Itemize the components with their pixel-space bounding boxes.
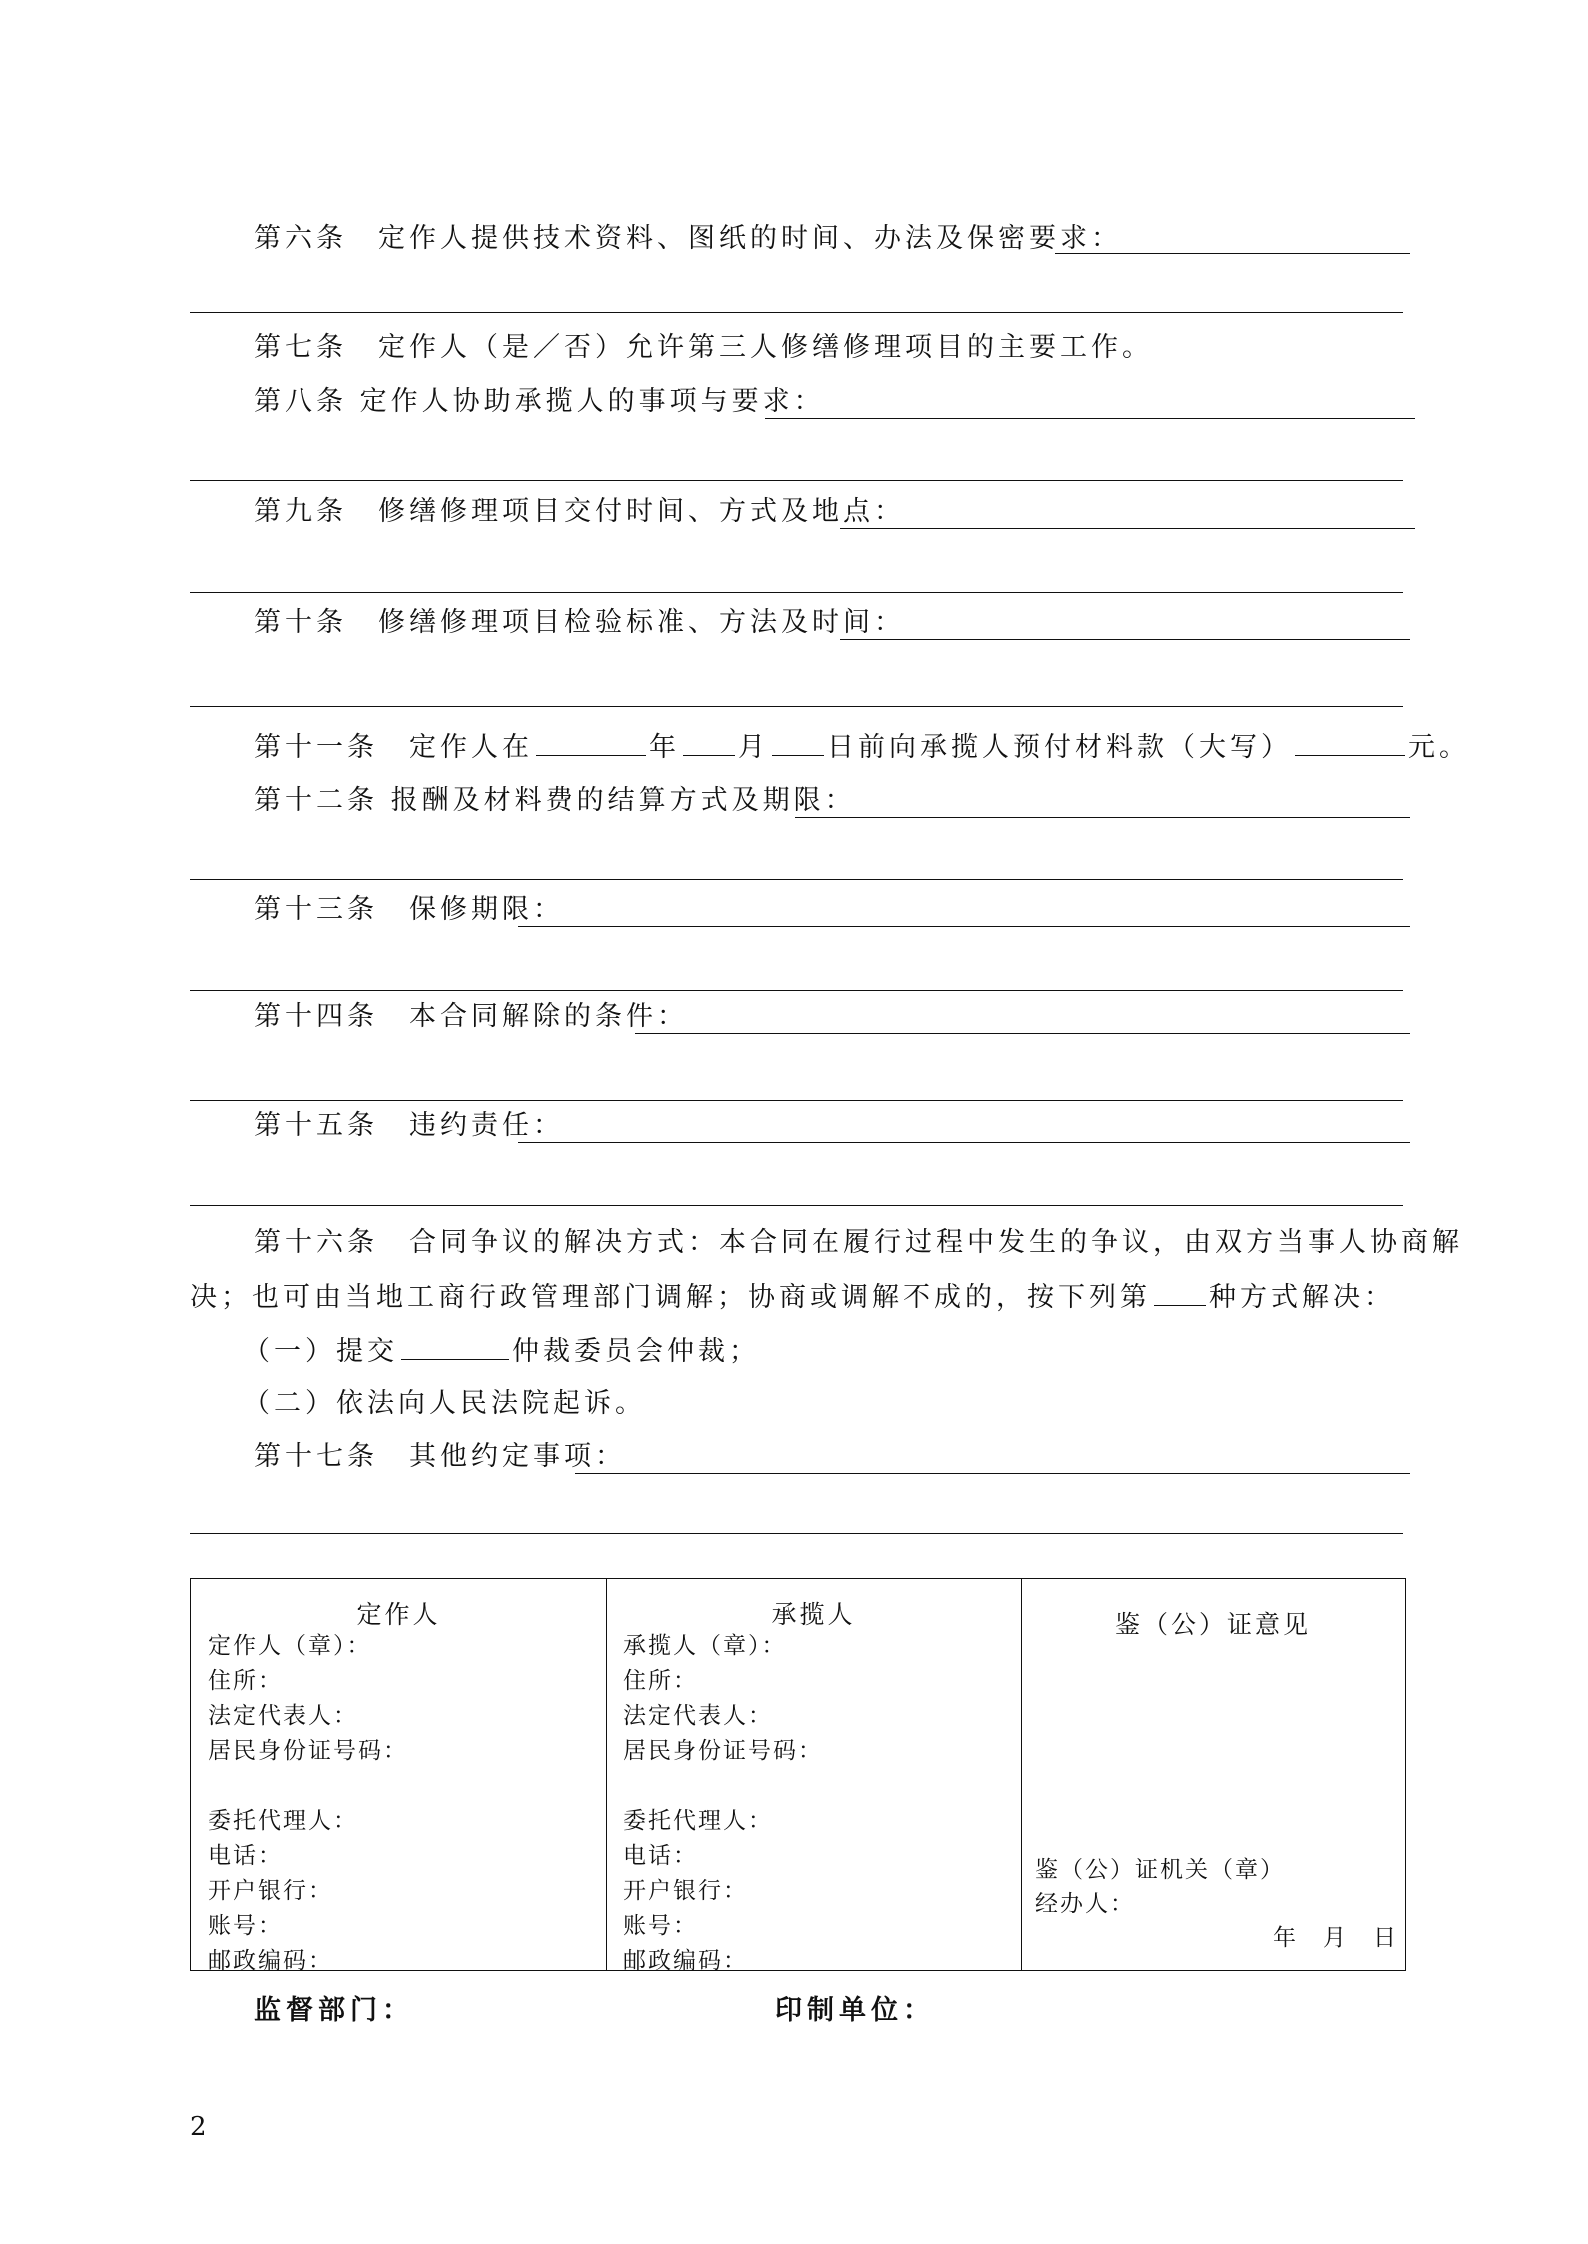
notary-date[interactable]: 年 月 日 [1273, 1925, 1398, 1951]
article-15-extra-line[interactable] [190, 1205, 1403, 1206]
party-b-field[interactable]: 承揽人（章）： [623, 1633, 787, 1659]
article-6: 第六条 定作人提供技术资料、图纸的时间、办法及保密要求： [254, 223, 1122, 254]
article-9: 第九条 修缮修理项目交付时间、方式及地点： [254, 496, 905, 527]
party-b-title: 承揽人 [771, 1600, 856, 1629]
article-16-line2-text: 决；也可由当地工商行政管理部门调解；协商或调解不成的，按下列第 [190, 1282, 1151, 1313]
article-15: 第十五条 违约责任： [254, 1110, 564, 1141]
article-15-field[interactable] [518, 1142, 1410, 1143]
article-11-month: 月 [738, 732, 769, 763]
article-11-unit: 元。 [1408, 732, 1470, 763]
article-10-extra-line[interactable] [190, 706, 1403, 707]
notary-column [1021, 1579, 1405, 1970]
option-1-text: （一）提交 [243, 1336, 398, 1367]
party-b-field[interactable]: 账号： [623, 1913, 698, 1939]
party-b-column [606, 1579, 1022, 1974]
article-13: 第十三条 保修期限： [254, 894, 564, 925]
party-a-field[interactable]: 法定代表人： [208, 1703, 358, 1729]
dispute-method-field[interactable] [1154, 1283, 1206, 1306]
article-16-option-1 [243, 1337, 760, 1365]
advance-month-field[interactable] [683, 733, 735, 756]
article-10: 第十条 修缮修理项目检验标准、方法及时间： [254, 607, 905, 638]
party-b-fields [623, 1629, 823, 1979]
article-8: 第八条 定作人协助承揽人的事项与要求： [254, 386, 825, 417]
article-12-extra-line[interactable] [190, 879, 1403, 880]
printer-label: 印制单位： [775, 1995, 935, 2026]
party-b-field[interactable]: 邮政编码： [623, 1948, 748, 1974]
article-6-field[interactable] [1055, 253, 1410, 254]
page-number: 2 [190, 2112, 207, 2142]
article-14-field[interactable] [635, 1033, 1410, 1034]
party-b-field[interactable]: 委托代理人： [623, 1808, 773, 1834]
party-a-field[interactable]: 账号： [208, 1913, 283, 1939]
notary-handler[interactable]: 经办人： [1035, 1891, 1135, 1917]
article-17: 第十七条 其他约定事项： [254, 1441, 626, 1472]
party-a-field[interactable]: 邮政编码： [208, 1948, 333, 1974]
article-17-field[interactable] [575, 1473, 1410, 1474]
party-a-column [191, 1579, 607, 1974]
article-8-field[interactable] [765, 418, 1415, 419]
article-16-line2-end: 种方式解决： [1209, 1282, 1395, 1313]
article-13-extra-line[interactable] [190, 990, 1403, 991]
party-b-field[interactable]: 居民身份证号码： [623, 1738, 823, 1764]
article-16-option-2: （二）依法向人民法院起诉。 [243, 1388, 646, 1419]
advance-amount-field[interactable] [1295, 733, 1405, 756]
party-a-field[interactable]: 开户银行： [208, 1878, 333, 1904]
article-11-year: 年 [649, 732, 680, 763]
article-6-extra-line[interactable] [190, 312, 1403, 313]
notary-title: 鉴（公）证意见 [1114, 1610, 1311, 1639]
article-11-prefix: 第十一条 定作人在 [254, 732, 533, 763]
article-7: 第七条 定作人（是／否）允许第三人修缮修理项目的主要工作。 [254, 332, 1153, 363]
supervisor-label: 监督部门： [254, 1995, 414, 2026]
article-11 [254, 733, 1470, 761]
party-a-field[interactable]: 电话： [208, 1843, 283, 1869]
party-a-field[interactable]: 定作人（章）： [208, 1633, 372, 1659]
article-14: 第十四条 本合同解除的条件： [254, 1001, 688, 1032]
party-b-field[interactable]: 法定代表人： [623, 1703, 773, 1729]
party-a-field[interactable]: 住所： [208, 1668, 283, 1694]
party-b-field[interactable]: 住所： [623, 1668, 698, 1694]
notary-agency[interactable]: 鉴（公）证机关（章） [1035, 1857, 1285, 1883]
article-16-line2 [190, 1283, 1395, 1311]
option-1-end: 仲裁委员会仲裁； [512, 1336, 760, 1367]
party-b-field[interactable]: 电话： [623, 1843, 698, 1869]
arbitration-committee-field[interactable] [401, 1337, 509, 1360]
party-b-spacer [623, 1769, 823, 1804]
article-11-day: 日前向承揽人预付材料款（大写） [827, 732, 1292, 763]
article-13-field[interactable] [518, 926, 1410, 927]
signature-table [190, 1578, 1406, 1974]
article-12-field[interactable] [795, 817, 1410, 818]
party-a-title: 定作人 [356, 1600, 441, 1629]
advance-day-field[interactable] [772, 733, 824, 756]
party-a-field[interactable]: 委托代理人： [208, 1808, 358, 1834]
article-8-extra-line[interactable] [190, 480, 1403, 481]
party-b-field[interactable]: 开户银行： [623, 1878, 748, 1904]
article-12: 第十二条 报酬及材料费的结算方式及期限： [254, 785, 856, 816]
party-a-spacer [208, 1769, 408, 1804]
party-a-fields [208, 1629, 408, 1979]
party-a-field[interactable]: 居民身份证号码： [208, 1738, 408, 1764]
article-17-extra-line[interactable] [190, 1533, 1403, 1534]
article-14-extra-line[interactable] [190, 1100, 1403, 1101]
advance-year-field[interactable] [536, 733, 646, 756]
article-10-field[interactable] [840, 639, 1410, 640]
article-9-field[interactable] [840, 528, 1415, 529]
article-9-extra-line[interactable] [190, 592, 1403, 593]
article-16-line1: 第十六条 合同争议的解决方式：本合同在履行过程中发生的争议，由双方当事人协商解 [254, 1227, 1463, 1258]
